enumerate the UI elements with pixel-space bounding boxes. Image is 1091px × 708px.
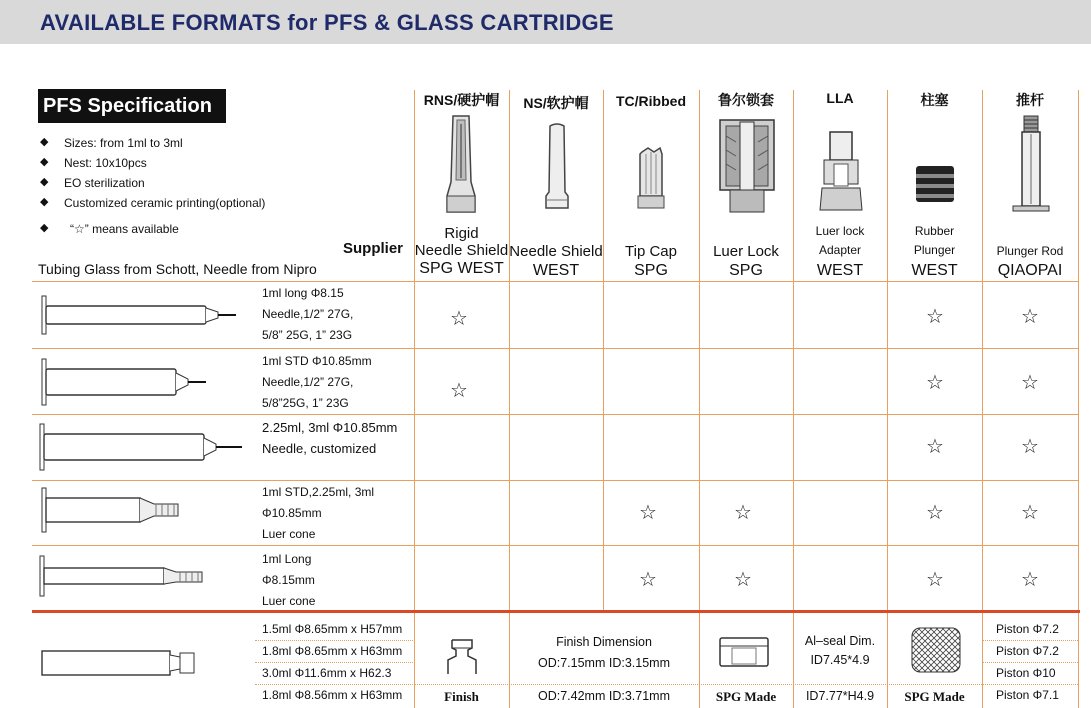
needle-shield-icon <box>542 122 572 210</box>
grid-line <box>414 90 415 708</box>
rubber-plunger-icon <box>912 164 958 204</box>
piston-size: Piston Φ7.1 <box>996 688 1059 702</box>
luer-lock-adapter-icon <box>818 130 864 216</box>
plunger-rod-icon <box>1010 114 1052 216</box>
column-supplier: WEST <box>532 262 580 279</box>
column-supplier: QIAOPAI <box>997 262 1063 279</box>
available-star-icon: ☆ <box>734 502 752 524</box>
syringe-luer-cone-long-illustration <box>38 554 206 600</box>
row-desc-line: Needle,1/2” 27G, <box>262 375 354 389</box>
finish-dimension-value: OD:7.42mm ID:3.71mm <box>538 689 670 703</box>
column-header-tc: TC/Ribbed <box>616 93 686 109</box>
diamond-bullet-icon: ◆ <box>40 176 49 188</box>
supplier-label: Supplier <box>343 240 404 257</box>
available-star-icon: ☆ <box>639 502 657 524</box>
luer-lock-icon <box>716 116 778 216</box>
finish-label: Finish <box>444 689 479 704</box>
cartridge-illustration <box>40 648 200 678</box>
syringe-luer-cone-std-illustration <box>38 486 184 536</box>
page-title: AVAILABLE FORMATS for PFS & GLASS CARTRIDGE <box>40 10 614 35</box>
grid-line <box>1078 90 1079 708</box>
row-desc-line: 1ml long Φ8.15 <box>262 286 344 300</box>
row-desc-line: 1ml STD Φ10.85mm <box>262 354 372 368</box>
row-divider <box>414 684 982 685</box>
cartridge-size: 3.0ml Φ11.6mm x H62.3 <box>262 666 392 680</box>
column-name-line2: Luer Lock <box>713 243 779 260</box>
column-header-luer-lock: 鲁尔锁套 <box>718 92 774 108</box>
grid-line <box>699 90 700 708</box>
diamond-bullet-icon: ◆ <box>40 156 49 168</box>
header-bar <box>0 0 1091 44</box>
available-star-icon: ☆ <box>926 372 944 394</box>
cartridge-size: 1.5ml Φ8.65mm x H57mm <box>262 622 403 636</box>
rigid-needle-shield-icon <box>441 112 481 216</box>
diamond-bullet-icon: ◆ <box>40 222 49 234</box>
syringe-1ml-std-illustration <box>38 357 218 409</box>
grid-line <box>32 414 1078 415</box>
available-star-icon: ☆ <box>1021 569 1039 591</box>
piston-size: Piston Φ10 <box>996 666 1056 680</box>
column-supplier: SPG WEST <box>419 260 504 277</box>
syringe-2-25ml-3ml-illustration <box>38 422 244 474</box>
row-desc-line: 1ml Long <box>262 552 312 566</box>
tip-cap-icon <box>634 146 668 214</box>
row-desc-line: 5/8”25G, 1” 23G <box>262 396 349 410</box>
column-name-line2: Plunger <box>913 243 956 257</box>
column-name-line2: Adapter <box>818 243 862 257</box>
column-header-plunger-rod: 推杆 <box>1016 92 1044 108</box>
available-star-icon: ☆ <box>734 569 752 591</box>
grid-line <box>887 90 888 708</box>
grid-line <box>603 90 604 610</box>
grid-line <box>32 281 1078 282</box>
available-star-icon: ☆ <box>926 306 944 328</box>
column-supplier: WEST <box>911 262 958 279</box>
finish-profile-icon <box>444 636 480 676</box>
diamond-bullet-icon: ◆ <box>40 196 49 208</box>
available-star-icon: ☆ <box>1021 436 1039 458</box>
row-desc-line: Needle, customized <box>262 441 377 456</box>
column-header-ns: NS/软护帽 <box>523 95 589 111</box>
available-star-icon: ☆ <box>1021 306 1039 328</box>
cap-profile-icon <box>718 634 770 670</box>
spg-made-label: SPG Made <box>715 689 777 704</box>
row-desc-line: Needle,1/2” 27G, <box>262 307 354 321</box>
available-star-icon: ☆ <box>1021 372 1039 394</box>
finish-dimension-value: OD:7.15mm ID:3.15mm <box>538 656 670 670</box>
available-star-icon: ☆ <box>1021 502 1039 524</box>
cartridge-size: 1.8ml Φ8.56mm x H63mm <box>262 688 403 702</box>
column-header-rns: RNS/硬护帽 <box>423 92 500 108</box>
grid-line <box>32 480 1078 481</box>
row-desc-line: Luer cone <box>262 594 316 608</box>
row-desc-line: 2.25ml, 3ml Φ10.85mm <box>262 420 398 435</box>
grid-line <box>32 348 1078 349</box>
row-desc-line: 1ml STD,2.25ml, 3ml <box>262 485 375 499</box>
column-name-line1: Rubber <box>914 224 955 238</box>
available-star-icon: ☆ <box>639 569 657 591</box>
column-header-plunger: 柱塞 <box>920 92 949 108</box>
row-desc-line: 5/8” 25G, 1” 23G <box>262 328 353 342</box>
grid-line <box>793 90 794 708</box>
column-name-line2: Needle Shield <box>414 242 509 259</box>
finish-dimension-title: Finish Dimension <box>556 635 652 649</box>
syringe-1ml-long-illustration <box>38 292 238 340</box>
column-supplier: SPG <box>634 262 668 279</box>
column-name-line2: Needle Shield <box>509 243 603 260</box>
available-star-icon: ☆ <box>926 569 944 591</box>
row-desc-line: Φ8.15mm <box>262 573 315 587</box>
al-seal-value: ID7.45*4.9 <box>810 653 870 667</box>
column-name-line1: Rigid <box>444 225 479 242</box>
available-star-icon: ☆ <box>926 436 944 458</box>
piston-size: Piston Φ7.2 <box>996 644 1059 658</box>
grid-line <box>982 90 983 708</box>
available-star-icon: ☆ <box>926 502 944 524</box>
grid-line <box>32 545 1078 546</box>
column-name-line2: Tip Cap <box>625 243 677 260</box>
spec-title: PFS Specification <box>38 89 226 123</box>
column-name-line2: Plunger Rod <box>996 244 1064 258</box>
section-divider <box>32 610 1080 613</box>
row-desc-line: Luer cone <box>262 527 316 541</box>
available-star-icon: ☆ <box>450 380 468 402</box>
al-seal-value: ID7.77*H4.9 <box>805 689 875 703</box>
septum-mesh-icon <box>910 626 962 674</box>
column-supplier: WEST <box>816 262 864 279</box>
available-star-icon: ☆ <box>450 308 468 330</box>
column-header-lla: LLA <box>826 90 854 106</box>
grid-line <box>509 90 510 708</box>
tubing-label: Tubing Glass from Schott, Needle from Nipro <box>38 261 317 277</box>
al-seal-title: Al–seal Dim. <box>804 634 876 648</box>
column-name-line1: Luer lock <box>815 224 865 238</box>
piston-size: Piston Φ7.2 <box>996 622 1059 636</box>
cartridge-size: 1.8ml Φ8.65mm x H63mm <box>262 644 403 658</box>
diamond-bullet-icon: ◆ <box>40 136 49 148</box>
column-supplier: SPG <box>729 262 763 279</box>
row-desc-line: Φ10.85mm <box>262 506 322 520</box>
spg-made-label: SPG Made <box>904 689 965 704</box>
